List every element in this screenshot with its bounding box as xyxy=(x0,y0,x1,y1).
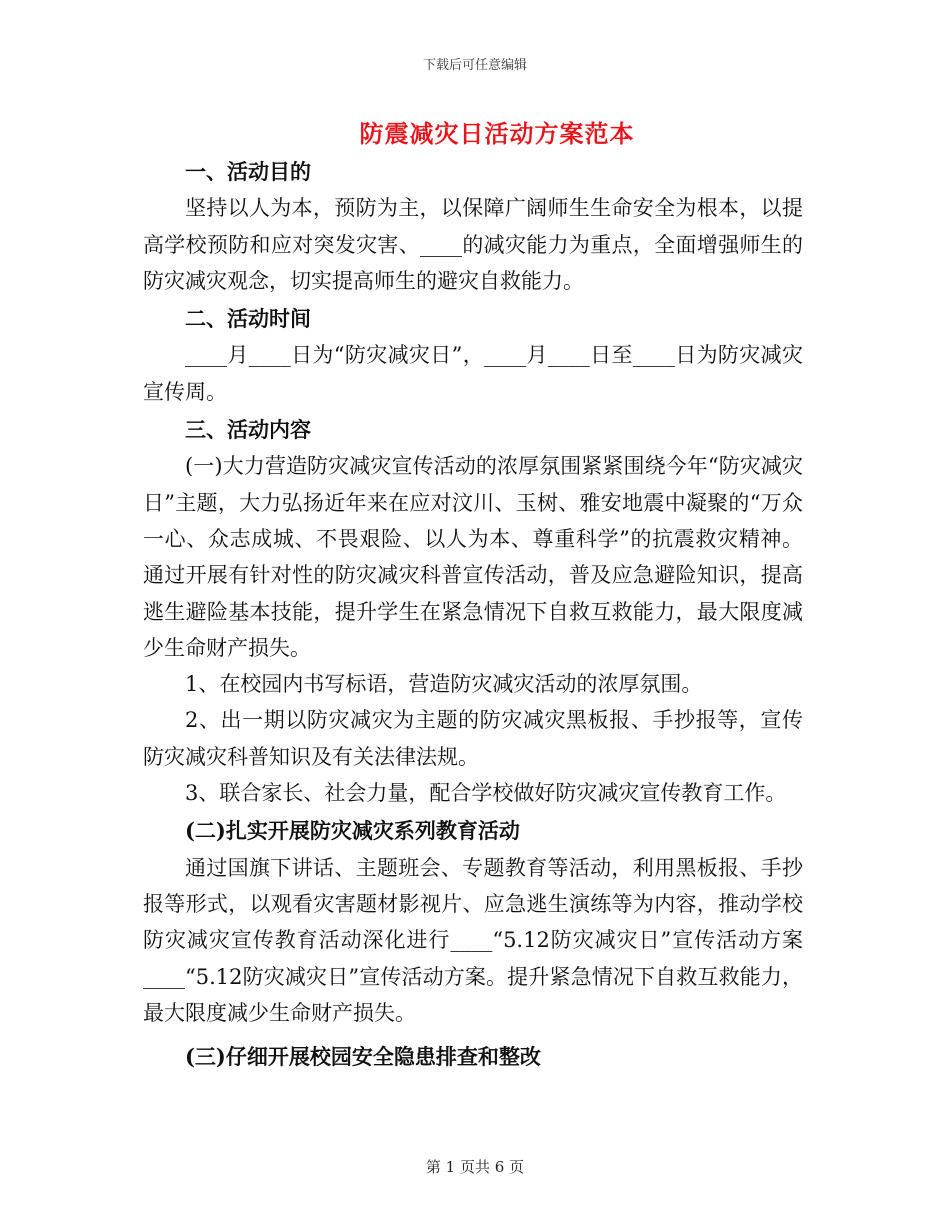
paragraph-subsection-2: 通过国旗下讲话、主题班会、专题教育等活动，利用黑板报、手抄报等形式，以观看灾害题材影视片、应急逃生演练等为内容，推动学校防灾减灾宣传教育活动深化进行____“5.12防灾减灾日”宣传活动方案____“5.12防灾减灾日”宣传活动方案。提升紧急情况下自救互救能力，最大限度减少生命财产损失。 xyxy=(143,855,803,1025)
document-body xyxy=(143,152,803,1075)
paragraph-content-1: (一)大力营造防灾减灾宣传活动的浓厚氛围紧紧围绕今年“防灾减灾日”主题，大力弘扬近年来在应对汶川、玉树、雅安地震中凝聚的“万众一心、众志成城、不畏艰险、以人为本、尊重科学”的抗震救灾精神。通过开展有针对性的防灾减灾科普宣传活动，普及应急避险知识，提高逃生避险基本技能，提升学生在紧急情况下自救互救能力，最大限度减少生命财产损失。 xyxy=(143,454,803,660)
section-heading-content: 三、活动内容 xyxy=(185,417,311,443)
subsection-heading-3: (三)仔细开展校园安全隐患排查和整改 xyxy=(185,1044,541,1070)
subsection-heading-2: (二)扎实开展防灾减灾系列教育活动 xyxy=(185,818,520,844)
header-note: 下载后可任意编辑 xyxy=(422,58,527,73)
paragraph-time: ____月____日为“防灾减灾日”，____月____日至____日为防灾减灾宣传周。 xyxy=(143,343,803,404)
document-title: 防震减灾日活动方案范本 xyxy=(359,119,635,148)
list-item-3: 3、联合家长、社会力量，配合学校做好防灾减灾宣传教育工作。 xyxy=(185,781,787,806)
paragraph-purpose: 坚持以人为本，预防为主，以保障广阔师生生命安全为根本，以提高学校预防和应对突发灾害、____的减灾能力为重点，全面增强师生的防灾减灾观念，切实提高师生的避灾自救能力。 xyxy=(143,196,803,293)
page-footer: 第 1 页共 6 页 xyxy=(425,1158,525,1176)
list-item-2: 2、出一期以防灾减灾为主题的防灾减灾黑板报、手抄报等，宣传防灾减灾科普知识及有关法律法规。 xyxy=(143,708,803,769)
list-item-1: 1、在校园内书写标语，营造防灾减灾活动的浓厚氛围。 xyxy=(185,672,703,697)
section-heading-purpose: 一、活动目的 xyxy=(185,159,311,184)
section-heading-time: 二、活动时间 xyxy=(185,306,311,332)
